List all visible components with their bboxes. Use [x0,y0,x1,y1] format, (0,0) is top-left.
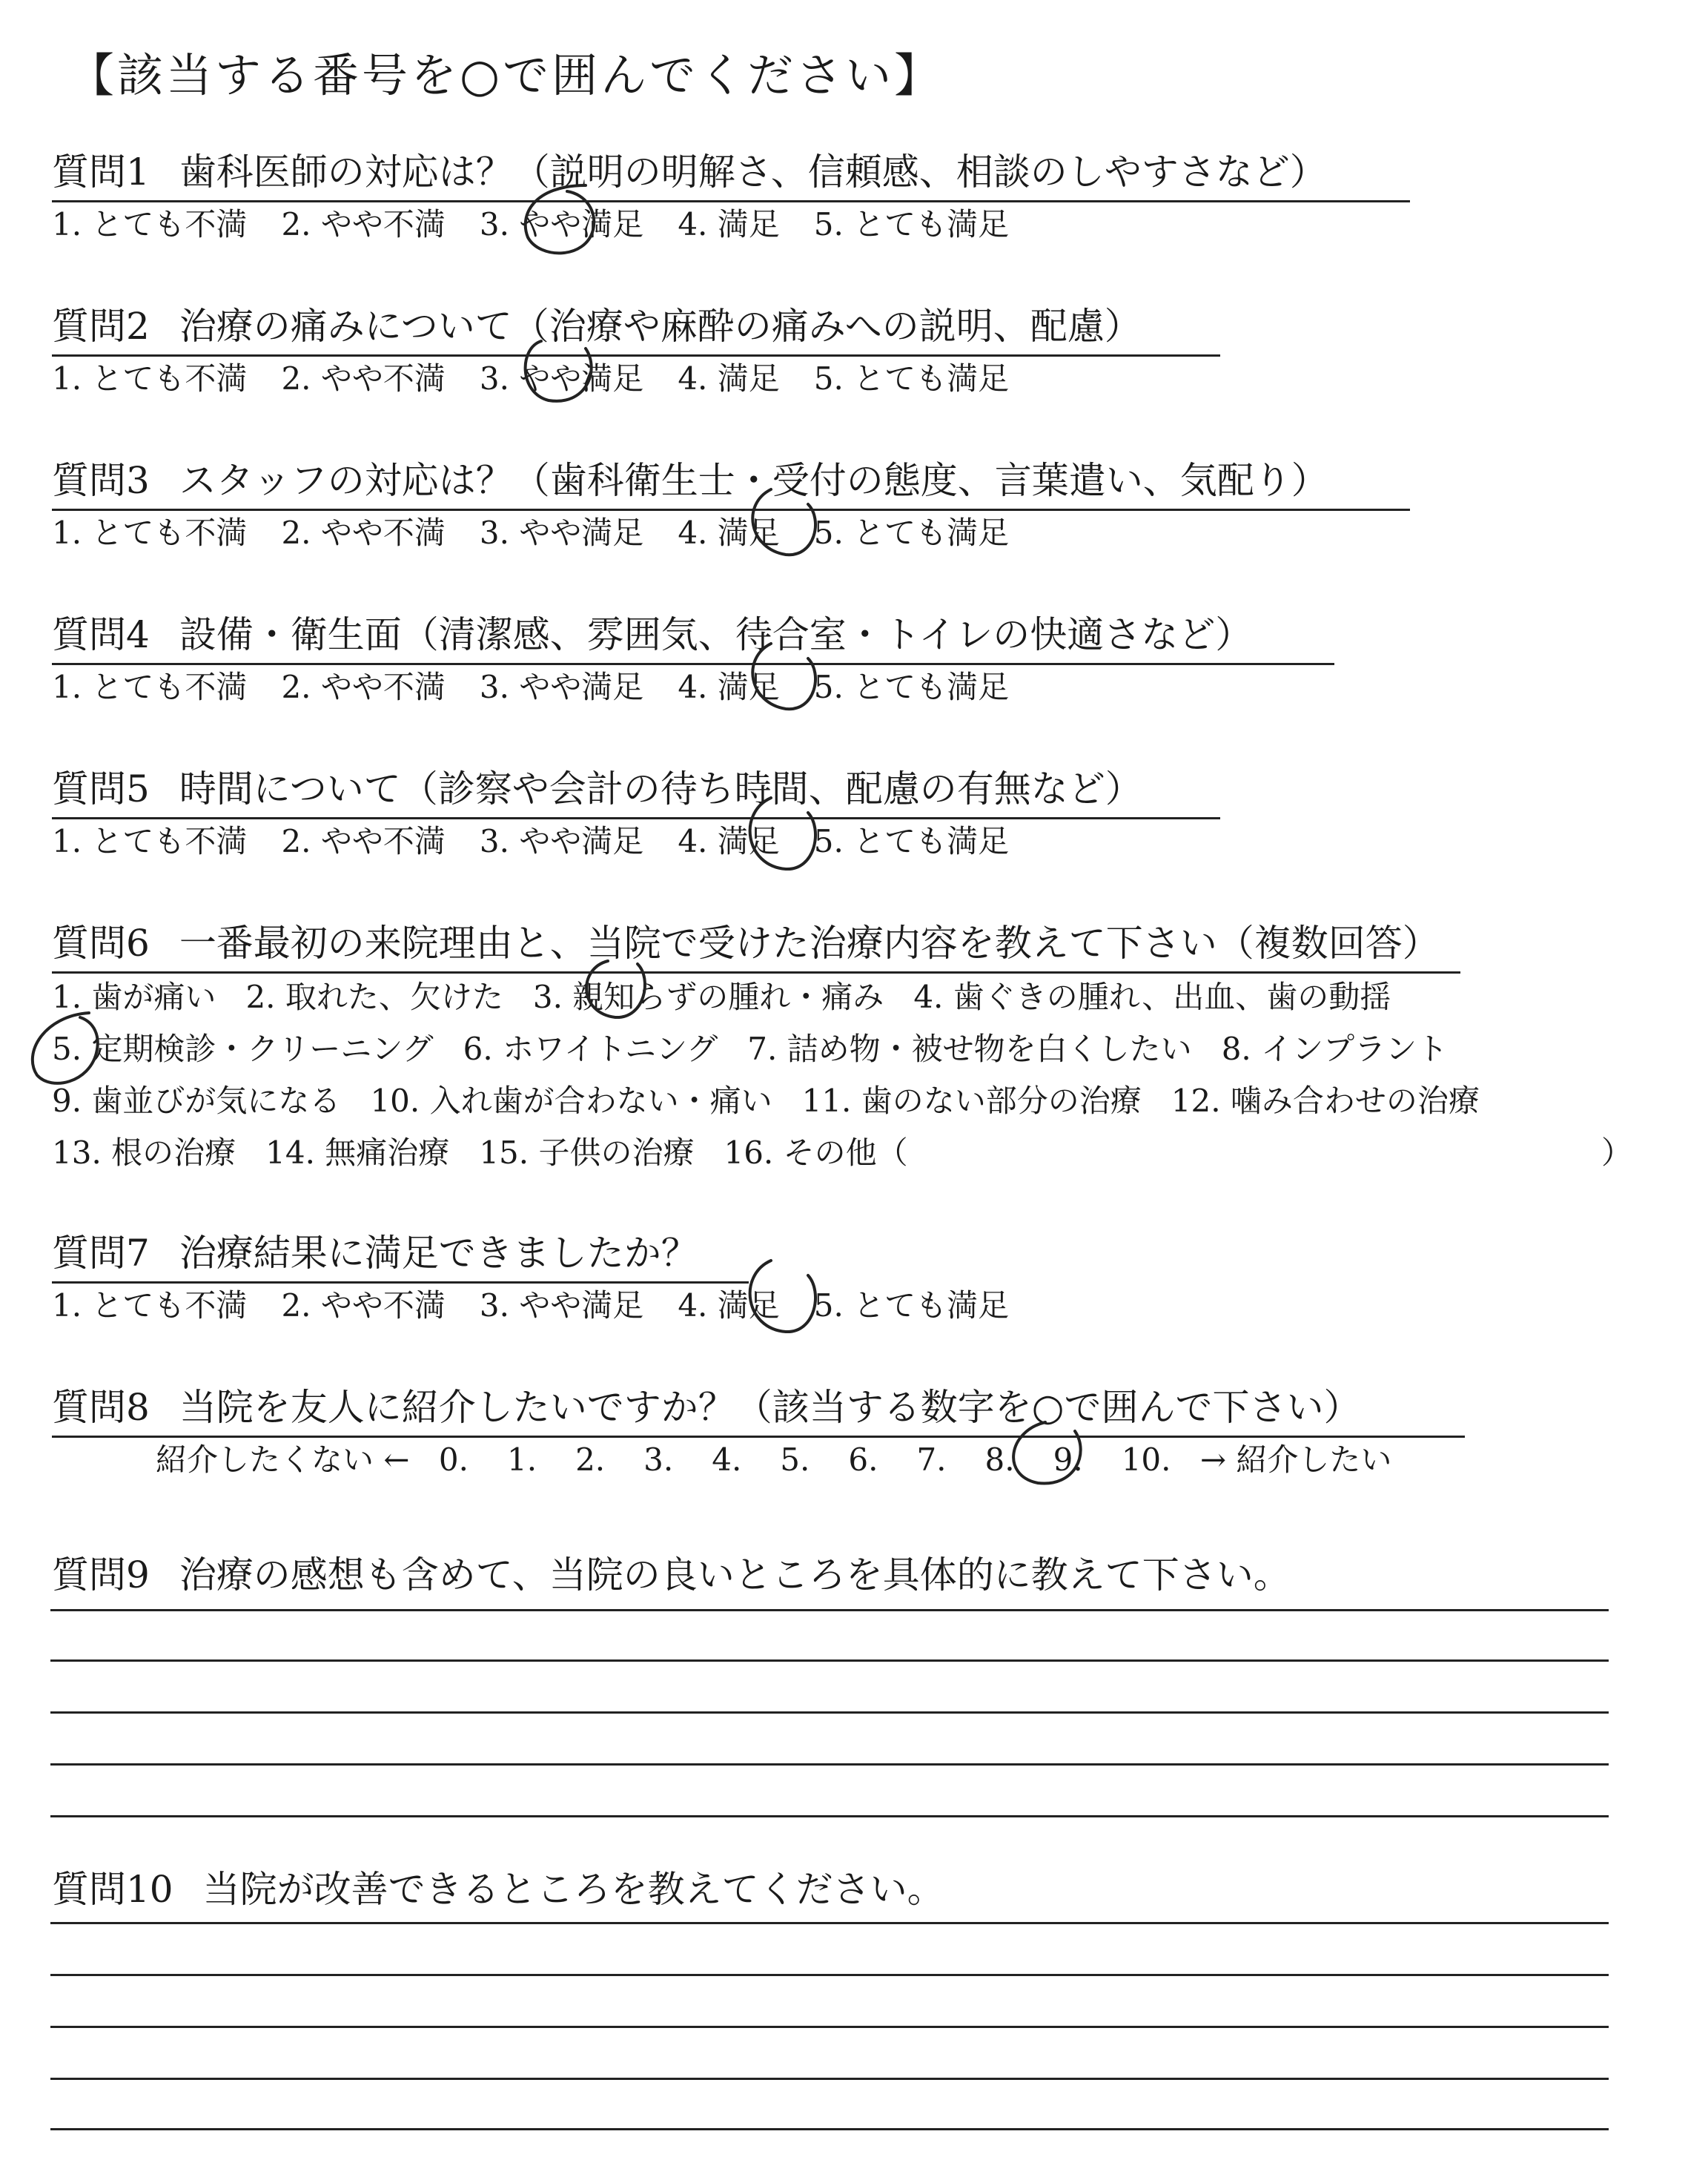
option-2[interactable]: 2. 取れた、欠けた [245,979,503,1015]
question-number: 質問4 [52,613,150,656]
question-text: 当院を友人に紹介したいですか？（該当する数字を○で囲んで下さい） [179,1386,1361,1429]
option-1[interactable]: 1. とても不満 [52,206,248,242]
recommend-scale [156,1436,1391,1480]
option-1[interactable]: 1. 歯が痛い [52,979,216,1015]
option-4[interactable]: 4. 満足 [678,823,780,859]
answer-line[interactable] [50,2128,1609,2130]
option-5[interactable]: 5. 定期検診・クリーニング [52,1031,434,1067]
option-16[interactable]: 16. その他（ [724,1135,908,1171]
scale-2[interactable]: 2. [575,1441,606,1478]
option-4[interactable]: 4. 歯ぐきの腫れ、出血、歯の動揺 [913,979,1391,1015]
scale-5[interactable]: 5. [780,1441,810,1478]
option-1[interactable]: 1. とても不満 [52,515,248,551]
answer-line[interactable] [50,1609,1609,1611]
question-number: 質問9 [52,1553,150,1596]
option-14[interactable]: 14. 無痛治療 [265,1135,450,1171]
question-number: 質問2 [52,305,150,348]
question-text: 治療の感想も含めて、当院の良いところを具体的に教えて下さい。 [179,1553,1291,1596]
answer-line[interactable] [50,1763,1609,1766]
option-2[interactable]: 2. やや不満 [281,1287,446,1324]
question-4-options [52,663,1043,707]
question-number: 質問6 [52,922,150,965]
question-3-options [52,509,1043,553]
option-7[interactable]: 7. 詰め物・被せ物を白くしたい [747,1031,1192,1067]
question-4-title [52,605,1334,665]
answer-line[interactable] [50,1922,1609,1924]
option-3[interactable]: 3. やや満足 [479,360,644,397]
answer-line[interactable] [50,1659,1609,1662]
option-4[interactable]: 4. 満足 [678,360,780,397]
option-4[interactable]: 4. 満足 [678,206,780,242]
option-3[interactable]: 3. やや満足 [479,515,644,551]
option-1[interactable]: 1. とても不満 [52,823,248,859]
question-6-row-4 [52,1129,1638,1173]
question-7-title [52,1223,749,1284]
scale-1[interactable]: 1. [506,1441,537,1478]
option-6[interactable]: 6. ホワイトニング [463,1031,718,1067]
question-6-row-3 [52,1077,1509,1121]
option-8[interactable]: 8. インプラント [1221,1031,1449,1067]
answer-line[interactable] [50,2026,1609,2028]
question-1-title [52,142,1410,202]
question-text: 時間について（診察や会計の待ち時間、配慮の有無など） [179,767,1142,810]
answer-line[interactable] [50,1815,1609,1817]
answer-line[interactable] [50,1974,1609,1976]
answer-line[interactable] [50,2078,1609,2080]
question-6-row-1 [52,973,1420,1017]
option-4[interactable]: 4. 満足 [678,669,780,705]
scale-0[interactable]: 0. [438,1441,469,1478]
question-9-title [52,1545,1291,1599]
question-number: 質問1 [52,151,150,194]
question-6-title [52,914,1460,974]
option-9[interactable]: 9. 歯並びが気になる [52,1083,341,1119]
option-15[interactable]: 15. 子供の治療 [479,1135,695,1171]
option-1[interactable]: 1. とても不満 [52,1287,248,1324]
option-5[interactable]: 5. とても満足 [813,669,1010,705]
option-2[interactable]: 2. やや不満 [281,206,446,242]
option-2[interactable]: 2. やや不満 [281,669,446,705]
scale-9[interactable]: 9. [1053,1441,1083,1478]
question-10-title [52,1860,944,1913]
option-1[interactable]: 1. とても不満 [52,669,248,705]
scale-3[interactable]: 3. [643,1441,674,1478]
option-3[interactable]: 3. やや満足 [479,206,644,242]
scale-8[interactable]: 8. [984,1441,1015,1478]
option-2[interactable]: 2. やや不満 [281,823,446,859]
option-12[interactable]: 12. 噛み合わせの治療 [1171,1083,1480,1119]
option-5[interactable]: 5. とても満足 [813,360,1010,397]
question-text: スタッフの対応は？（歯科衛生士・受付の態度、言葉遣い、気配り） [179,459,1328,502]
form-heading: 【該当する番号を○で囲んでください】 [68,48,944,102]
question-1-options [52,200,1043,245]
answer-line[interactable] [50,1711,1609,1714]
option-3[interactable]: 3. やや満足 [479,823,644,859]
scale-6[interactable]: 6. [848,1441,878,1478]
option-10[interactable]: 10. 入れ歯が合わない・痛い [370,1083,772,1119]
option-4[interactable]: 4. 満足 [678,515,780,551]
question-text: 設備・衛生面（清潔感、雰囲気、待合室・トイレの快適さなど） [179,613,1253,656]
option-5[interactable]: 5. とても満足 [813,515,1010,551]
option-4[interactable]: 4. 満足 [678,1287,780,1324]
scale-right-label: → 紹介したい [1199,1441,1392,1478]
option-5[interactable]: 5. とても満足 [813,823,1010,859]
question-5-title [52,759,1220,819]
question-text: 治療結果に満足できましたか？ [179,1232,698,1275]
question-2-options [52,354,1043,399]
scale-4[interactable]: 4. [712,1441,742,1478]
option-2[interactable]: 2. やや不満 [281,515,446,551]
question-text: 一番最初の来院理由と、当院で受けた治療内容を教えて下さい（複数回答） [179,922,1440,965]
option-5[interactable]: 5. とても満足 [813,206,1010,242]
option-3[interactable]: 3. やや満足 [479,1287,644,1324]
option-5[interactable]: 5. とても満足 [813,1287,1010,1324]
question-number: 質問10 [52,1868,173,1911]
scale-left-label: 紹介したくない ← [156,1441,410,1478]
other-close-paren: ） [1601,1135,1633,1171]
question-number: 質問7 [52,1232,150,1275]
question-5-options [52,817,1043,862]
scale-7[interactable]: 7. [916,1441,947,1478]
question-text: 当院が改善できるところを教えてください。 [202,1868,944,1911]
question-6-row-2 [52,1025,1477,1069]
question-text: 治療の痛みについて（治療や麻酔の痛みへの説明、配慮） [179,305,1142,348]
question-number: 質問5 [52,767,150,810]
option-11[interactable]: 11. 歯のない部分の治療 [801,1083,1142,1119]
question-text: 歯科医師の対応は？（説明の明解さ、信頼感、相談のしやすさなど） [179,151,1327,194]
option-1[interactable]: 1. とても不満 [52,360,248,397]
option-3[interactable]: 3. 親知らずの腫れ・痛み [532,979,884,1015]
question-2-title [52,297,1220,357]
option-3[interactable]: 3. やや満足 [479,669,644,705]
scale-10[interactable]: 10. [1121,1441,1171,1478]
question-3-title [52,451,1410,511]
option-13[interactable]: 13. 根の治療 [52,1135,236,1171]
question-number: 質問3 [52,459,150,502]
question-7-options [52,1281,1043,1326]
question-number: 質問8 [52,1386,150,1429]
option-2[interactable]: 2. やや不満 [281,360,446,397]
question-8-title [52,1378,1465,1438]
